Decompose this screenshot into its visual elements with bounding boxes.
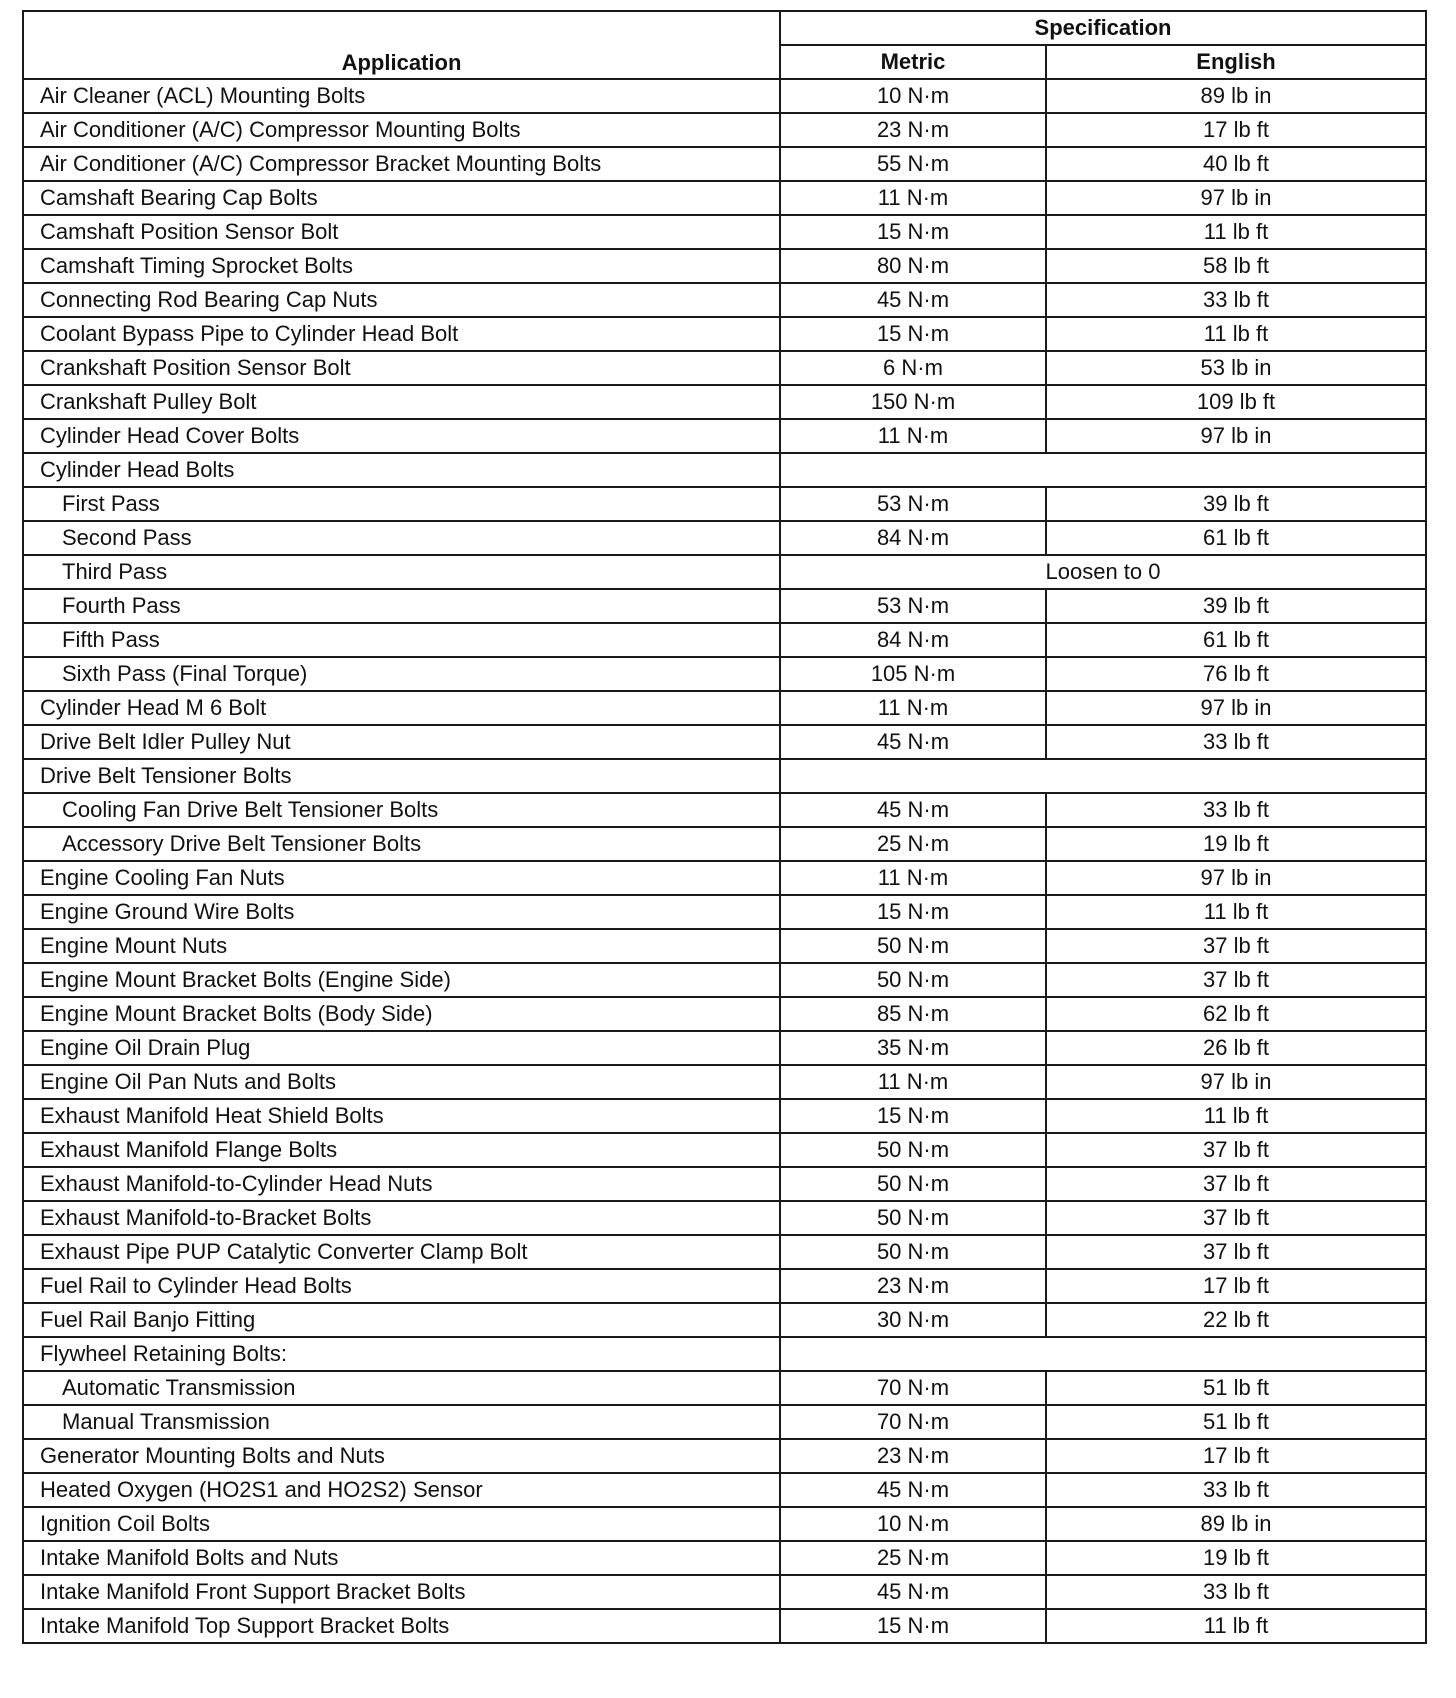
- application-cell: Flywheel Retaining Bolts:: [23, 1337, 780, 1371]
- application-cell: Exhaust Manifold-to-Cylinder Head Nuts: [23, 1167, 780, 1201]
- metric-cell: 53 N·m: [780, 487, 1046, 521]
- application-cell: Air Conditioner (A/C) Compressor Bracket Mounting Bolts: [23, 147, 780, 181]
- table-row: [23, 385, 1426, 419]
- application-cell: First Pass: [23, 487, 780, 521]
- table-row: [23, 419, 1426, 453]
- table-row: [23, 725, 1426, 759]
- metric-cell: 25 N·m: [780, 827, 1046, 861]
- metric-cell: 11 N·m: [780, 181, 1046, 215]
- table-row: [23, 589, 1426, 623]
- table-row: [23, 929, 1426, 963]
- application-cell: Fifth Pass: [23, 623, 780, 657]
- application-cell: Exhaust Manifold-to-Bracket Bolts: [23, 1201, 780, 1235]
- table-row: [23, 351, 1426, 385]
- english-cell: 97 lb in: [1046, 861, 1426, 895]
- metric-cell: 70 N·m: [780, 1405, 1046, 1439]
- table-row: [23, 759, 1426, 793]
- table-row: [23, 215, 1426, 249]
- english-cell: 37 lb ft: [1046, 963, 1426, 997]
- application-cell: Engine Mount Bracket Bolts (Engine Side): [23, 963, 780, 997]
- metric-cell: 11 N·m: [780, 691, 1046, 725]
- table-row: [23, 181, 1426, 215]
- table-row: [23, 521, 1426, 555]
- metric-cell: 23 N·m: [780, 113, 1046, 147]
- table-row: [23, 147, 1426, 181]
- english-cell: 62 lb ft: [1046, 997, 1426, 1031]
- metric-cell: 50 N·m: [780, 929, 1046, 963]
- table-row: [23, 1473, 1426, 1507]
- metric-cell: 45 N·m: [780, 1473, 1046, 1507]
- table-row: [23, 1201, 1426, 1235]
- english-cell: 33 lb ft: [1046, 725, 1426, 759]
- application-cell: Exhaust Manifold Heat Shield Bolts: [23, 1099, 780, 1133]
- metric-cell: 15 N·m: [780, 895, 1046, 929]
- table-row: [23, 1405, 1426, 1439]
- metric-cell: 70 N·m: [780, 1371, 1046, 1405]
- english-cell: 97 lb in: [1046, 181, 1426, 215]
- english-cell: 89 lb in: [1046, 1507, 1426, 1541]
- english-cell: 51 lb ft: [1046, 1405, 1426, 1439]
- english-cell: 61 lb ft: [1046, 521, 1426, 555]
- application-cell: Cylinder Head Cover Bolts: [23, 419, 780, 453]
- metric-cell: 23 N·m: [780, 1269, 1046, 1303]
- application-cell: Manual Transmission: [23, 1405, 780, 1439]
- application-cell: Crankshaft Position Sensor Bolt: [23, 351, 780, 385]
- table-row: [23, 317, 1426, 351]
- english-cell: 39 lb ft: [1046, 589, 1426, 623]
- metric-cell: 25 N·m: [780, 1541, 1046, 1575]
- metric-cell: 15 N·m: [780, 215, 1046, 249]
- application-cell: Fuel Rail Banjo Fitting: [23, 1303, 780, 1337]
- table-row: [23, 895, 1426, 929]
- english-cell: 17 lb ft: [1046, 1439, 1426, 1473]
- table-row: [23, 79, 1426, 113]
- group-empty-cell: [780, 1337, 1426, 1371]
- english-cell: 17 lb ft: [1046, 1269, 1426, 1303]
- application-cell: Engine Oil Drain Plug: [23, 1031, 780, 1065]
- application-cell: Exhaust Manifold Flange Bolts: [23, 1133, 780, 1167]
- english-cell: 37 lb ft: [1046, 1133, 1426, 1167]
- table-row: [23, 1133, 1426, 1167]
- metric-cell: 45 N·m: [780, 793, 1046, 827]
- table-row: [23, 453, 1426, 487]
- group-empty-cell: [780, 759, 1426, 793]
- table-header: [23, 11, 1426, 79]
- application-cell: Camshaft Bearing Cap Bolts: [23, 181, 780, 215]
- application-header: Application: [23, 11, 780, 79]
- metric-cell: 55 N·m: [780, 147, 1046, 181]
- table-row: [23, 997, 1426, 1031]
- table-row: [23, 1609, 1426, 1643]
- english-cell: 51 lb ft: [1046, 1371, 1426, 1405]
- english-cell: 37 lb ft: [1046, 1167, 1426, 1201]
- english-cell: 76 lb ft: [1046, 657, 1426, 691]
- english-cell: 109 lb ft: [1046, 385, 1426, 419]
- application-cell: Engine Mount Nuts: [23, 929, 780, 963]
- metric-cell: 105 N·m: [780, 657, 1046, 691]
- english-cell: 19 lb ft: [1046, 827, 1426, 861]
- application-cell: Engine Cooling Fan Nuts: [23, 861, 780, 895]
- english-cell: 26 lb ft: [1046, 1031, 1426, 1065]
- english-header: English: [1046, 45, 1426, 79]
- table-row: [23, 1541, 1426, 1575]
- english-cell: 39 lb ft: [1046, 487, 1426, 521]
- specification-header: Specification: [780, 11, 1426, 45]
- application-cell: Second Pass: [23, 521, 780, 555]
- table-row: [23, 657, 1426, 691]
- metric-cell: 84 N·m: [780, 521, 1046, 555]
- metric-cell: 15 N·m: [780, 1609, 1046, 1643]
- group-empty-cell: [780, 453, 1426, 487]
- english-cell: 33 lb ft: [1046, 1473, 1426, 1507]
- english-cell: 53 lb in: [1046, 351, 1426, 385]
- english-cell: 37 lb ft: [1046, 929, 1426, 963]
- table-row: [23, 283, 1426, 317]
- english-cell: 33 lb ft: [1046, 1575, 1426, 1609]
- english-cell: 58 lb ft: [1046, 249, 1426, 283]
- application-cell: Ignition Coil Bolts: [23, 1507, 780, 1541]
- metric-cell: 50 N·m: [780, 1167, 1046, 1201]
- metric-cell: 35 N·m: [780, 1031, 1046, 1065]
- metric-cell: 11 N·m: [780, 1065, 1046, 1099]
- application-cell: Sixth Pass (Final Torque): [23, 657, 780, 691]
- metric-cell: 53 N·m: [780, 589, 1046, 623]
- english-cell: 19 lb ft: [1046, 1541, 1426, 1575]
- table-row: [23, 623, 1426, 657]
- english-cell: 97 lb in: [1046, 419, 1426, 453]
- application-cell: Heated Oxygen (HO2S1 and HO2S2) Sensor: [23, 1473, 780, 1507]
- application-cell: Crankshaft Pulley Bolt: [23, 385, 780, 419]
- table-row: [23, 1303, 1426, 1337]
- metric-cell: 50 N·m: [780, 1235, 1046, 1269]
- metric-cell: 10 N·m: [780, 1507, 1046, 1541]
- metric-cell: 150 N·m: [780, 385, 1046, 419]
- spec-span-cell: Loosen to 0: [780, 555, 1426, 589]
- application-cell: Engine Ground Wire Bolts: [23, 895, 780, 929]
- torque-spec-table: [22, 10, 1427, 1644]
- application-cell: Intake Manifold Bolts and Nuts: [23, 1541, 780, 1575]
- application-cell: Fuel Rail to Cylinder Head Bolts: [23, 1269, 780, 1303]
- application-cell: Engine Oil Pan Nuts and Bolts: [23, 1065, 780, 1099]
- table-row: [23, 249, 1426, 283]
- application-cell: Air Conditioner (A/C) Compressor Mounting Bolts: [23, 113, 780, 147]
- english-cell: 22 lb ft: [1046, 1303, 1426, 1337]
- metric-cell: 50 N·m: [780, 1133, 1046, 1167]
- application-cell: Cylinder Head M 6 Bolt: [23, 691, 780, 725]
- application-cell: Camshaft Timing Sprocket Bolts: [23, 249, 780, 283]
- english-cell: 11 lb ft: [1046, 895, 1426, 929]
- metric-cell: 45 N·m: [780, 725, 1046, 759]
- english-cell: 11 lb ft: [1046, 1099, 1426, 1133]
- application-cell: Engine Mount Bracket Bolts (Body Side): [23, 997, 780, 1031]
- table-row: [23, 1507, 1426, 1541]
- application-cell: Drive Belt Tensioner Bolts: [23, 759, 780, 793]
- table-row: [23, 1065, 1426, 1099]
- english-cell: 37 lb ft: [1046, 1201, 1426, 1235]
- application-cell: Third Pass: [23, 555, 780, 589]
- english-cell: 89 lb in: [1046, 79, 1426, 113]
- metric-cell: 15 N·m: [780, 317, 1046, 351]
- english-cell: 61 lb ft: [1046, 623, 1426, 657]
- metric-cell: 80 N·m: [780, 249, 1046, 283]
- table-row: [23, 963, 1426, 997]
- metric-cell: 50 N·m: [780, 963, 1046, 997]
- metric-cell: 6 N·m: [780, 351, 1046, 385]
- english-cell: 11 lb ft: [1046, 317, 1426, 351]
- application-cell: Coolant Bypass Pipe to Cylinder Head Bolt: [23, 317, 780, 351]
- metric-cell: 85 N·m: [780, 997, 1046, 1031]
- application-cell: Accessory Drive Belt Tensioner Bolts: [23, 827, 780, 861]
- english-cell: 97 lb in: [1046, 1065, 1426, 1099]
- application-cell: Connecting Rod Bearing Cap Nuts: [23, 283, 780, 317]
- table-row: [23, 555, 1426, 589]
- application-cell: Automatic Transmission: [23, 1371, 780, 1405]
- table-row: [23, 1235, 1426, 1269]
- table-row: [23, 1031, 1426, 1065]
- application-cell: Intake Manifold Front Support Bracket Bolts: [23, 1575, 780, 1609]
- table-row: [23, 1269, 1426, 1303]
- table-row: [23, 793, 1426, 827]
- application-cell: Exhaust Pipe PUP Catalytic Converter Clamp Bolt: [23, 1235, 780, 1269]
- table-row: [23, 487, 1426, 521]
- metric-cell: 45 N·m: [780, 283, 1046, 317]
- metric-cell: 45 N·m: [780, 1575, 1046, 1609]
- english-cell: 17 lb ft: [1046, 113, 1426, 147]
- application-cell: Cooling Fan Drive Belt Tensioner Bolts: [23, 793, 780, 827]
- english-cell: 11 lb ft: [1046, 1609, 1426, 1643]
- table-row: [23, 1371, 1426, 1405]
- english-cell: 37 lb ft: [1046, 1235, 1426, 1269]
- metric-cell: 23 N·m: [780, 1439, 1046, 1473]
- metric-cell: 10 N·m: [780, 79, 1046, 113]
- application-cell: Fourth Pass: [23, 589, 780, 623]
- english-cell: 11 lb ft: [1046, 215, 1426, 249]
- application-cell: Camshaft Position Sensor Bolt: [23, 215, 780, 249]
- application-cell: Generator Mounting Bolts and Nuts: [23, 1439, 780, 1473]
- application-cell: Drive Belt Idler Pulley Nut: [23, 725, 780, 759]
- metric-cell: 11 N·m: [780, 419, 1046, 453]
- table-row: [23, 1575, 1426, 1609]
- application-cell: Air Cleaner (ACL) Mounting Bolts: [23, 79, 780, 113]
- table-row: [23, 691, 1426, 725]
- table-body: [23, 79, 1426, 1643]
- table-row: [23, 1099, 1426, 1133]
- table-row: [23, 827, 1426, 861]
- english-cell: 33 lb ft: [1046, 283, 1426, 317]
- table-row: [23, 861, 1426, 895]
- english-cell: 33 lb ft: [1046, 793, 1426, 827]
- metric-cell: 50 N·m: [780, 1201, 1046, 1235]
- header-row-top: [23, 11, 1426, 45]
- metric-header: Metric: [780, 45, 1046, 79]
- application-cell: Intake Manifold Top Support Bracket Bolts: [23, 1609, 780, 1643]
- metric-cell: 30 N·m: [780, 1303, 1046, 1337]
- table-row: [23, 1439, 1426, 1473]
- application-cell: Cylinder Head Bolts: [23, 453, 780, 487]
- table-row: [23, 1167, 1426, 1201]
- metric-cell: 15 N·m: [780, 1099, 1046, 1133]
- metric-cell: 84 N·m: [780, 623, 1046, 657]
- english-cell: 40 lb ft: [1046, 147, 1426, 181]
- metric-cell: 11 N·m: [780, 861, 1046, 895]
- english-cell: 97 lb in: [1046, 691, 1426, 725]
- table-row: [23, 1337, 1426, 1371]
- table-row: [23, 113, 1426, 147]
